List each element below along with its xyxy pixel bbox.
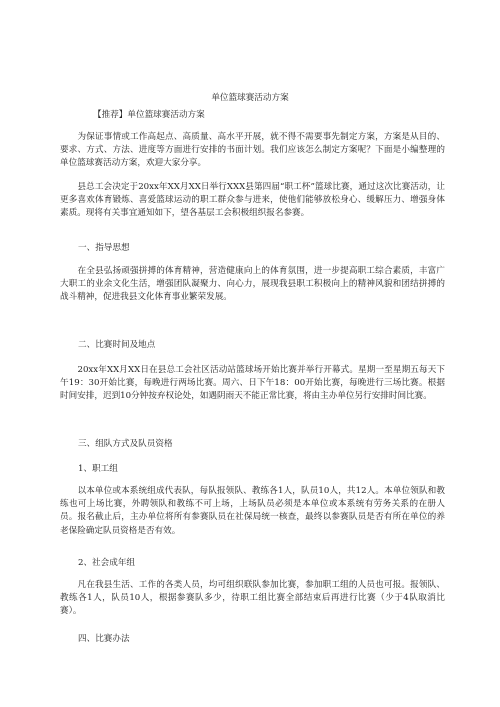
document-title: 单位篮球赛活动方案 xyxy=(211,93,289,103)
subsection-heading-adult-group: 2、社会成年组 xyxy=(78,558,136,568)
section-heading-competition-rules: 四、比赛办法 xyxy=(78,634,130,644)
notice-paragraph: 县总工会决定于20xx年XX月XX日举行XXX县第四届“职工杯”篮球比赛，通过这次比赛活动，让更多喜欢体育锻炼、喜爱篮球运动的职工群众参与进来，使他们能够放松身心、缓解压力、增强身体素质。现将有关事宜通知如下，望各基层工会积极组织报名参赛。 xyxy=(60,182,445,219)
intro-paragraph: 为保证事情或工作高起点、高质量、高水平开展，就不得不需要事先制定方案，方案是从目的、要求、方式、方法、进度等方面进行安排的书面计划。我们应该怎么制定方案呢？下面是小编整理的单位篮球赛活动方案，欢迎大家分享。 xyxy=(60,132,445,169)
subsection-heading-staff-group: 1、职工组 xyxy=(78,464,118,474)
section-paragraph-time-place: 20xx年XX月XX日在县总工会社区活动站篮球场开始比赛并举行开幕式。星期一至星期五每天下午19：30开始比赛，每晚进行两场比赛。周六、日下午18：00开始比赛，每晚进行三场比赛。根据时间安排，迟到10分钟按弃权论处，如遇阴雨天不能正常比赛，将由主办单位另行安排时间比赛。 xyxy=(60,365,445,402)
section-heading-team-qualification: 三、组队方式及队员资格 xyxy=(78,439,173,449)
subsection-paragraph-staff-group: 以本单位或本系统组成代表队，每队报领队、教练各1人，队员10人，共12人。本单位领队和教练也可上场比赛，外聘领队和教练不可上场，上场队员必须是本单位或本系统有劳务关系的在册人员。报名截止后，主办单位将所有参赛队员在社保局统一核查，最终以参赛队员是否有所在单位的养老保险确定队员资格是否有效。 xyxy=(60,486,445,536)
section-heading-guiding-ideology: 一、指导思想 xyxy=(78,243,130,253)
subsection-paragraph-adult-group: 凡在我县生活、工作的各类人员，均可组织联队参加比赛，参加职工组的人员也可报。报领队、教练各1人，队员10人，根据参赛队多少，待职工组比赛全部结束后再进行比赛（少于4队取消比赛）。 xyxy=(60,580,445,617)
section-heading-time-place: 二、比赛时间及地点 xyxy=(78,340,156,350)
section-paragraph-guiding-ideology: 在全县弘扬顽强拼搏的体育精神，营造健康向上的体育氛围，进一步提高职工综合素质，丰富广大职工的业余文化生活，增强团队凝聚力、向心力，展现我县职工积极向上的精神风貌和团结拼搏的战斗精神，促进我县文化体育事业繁荣发展。 xyxy=(60,266,445,303)
document-subtitle: 【推荐】单位篮球赛活动方案 xyxy=(93,110,205,120)
